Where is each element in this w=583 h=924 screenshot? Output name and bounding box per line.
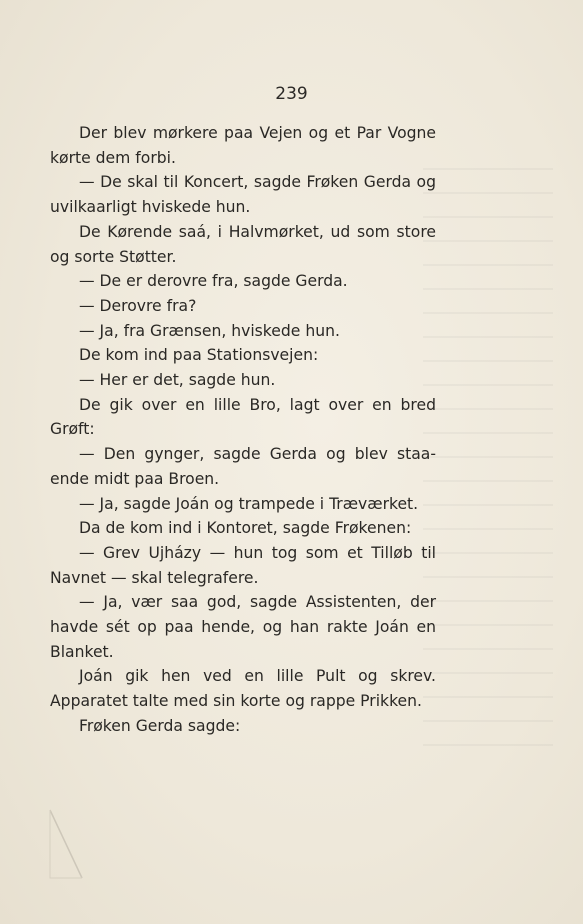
paragraph: Der blev mørkere paa Vejen og et Par Vogne kørte dem forbi. [50, 124, 436, 167]
paragraph: — Ja, vær saa god, sagde Assistenten, der havde sét op paa hende, og han rakte Joán en Blanket. [50, 593, 436, 661]
paragraph: — Derovre fra? [79, 296, 197, 315]
paragraph: — Ja, sagde Joán og trampede i Træværket. [79, 494, 419, 513]
page-corner-mark [48, 808, 84, 880]
paragraph: — De er derovre fra, sagde Gerda. [79, 272, 348, 291]
paragraph: — Her er det, sagde hun. [79, 371, 276, 390]
body-text [50, 121, 436, 739]
paragraph: — Grev Ujházy — hun tog som et Tilløb til Navnet — skal telegrafere. [50, 543, 436, 587]
page-number: 239 [275, 84, 308, 104]
paragraph: Da de kom ind i Kontoret, sagde Frøkenen: [79, 519, 412, 538]
paragraph: Frøken Gerda sagde: [79, 716, 241, 735]
paragraph: De kom ind paa Stationsvejen: [79, 346, 319, 365]
paragraph: — De skal til Koncert, sagde Frøken Gerda og uvilkaarligt hviskede hun. [50, 173, 436, 217]
paragraph: Joán gik hen ved en lille Pult og skrev. Apparatet talte med sin korte og rappe Prikken. [50, 667, 436, 711]
paragraph: — Den gynger, sagde Gerda og blev staa-ende midt paa Broen. [50, 445, 436, 488]
paragraph: — Ja, fra Grænsen, hviskede hun. [79, 321, 340, 340]
paragraph: De Kørende saá, i Halvmørket, ud som store og sorte Støtter. [50, 222, 436, 266]
show-through-shadow [423, 150, 553, 750]
paragraph: De gik over en lille Bro, lagt over en bred Grøft: [50, 395, 436, 439]
